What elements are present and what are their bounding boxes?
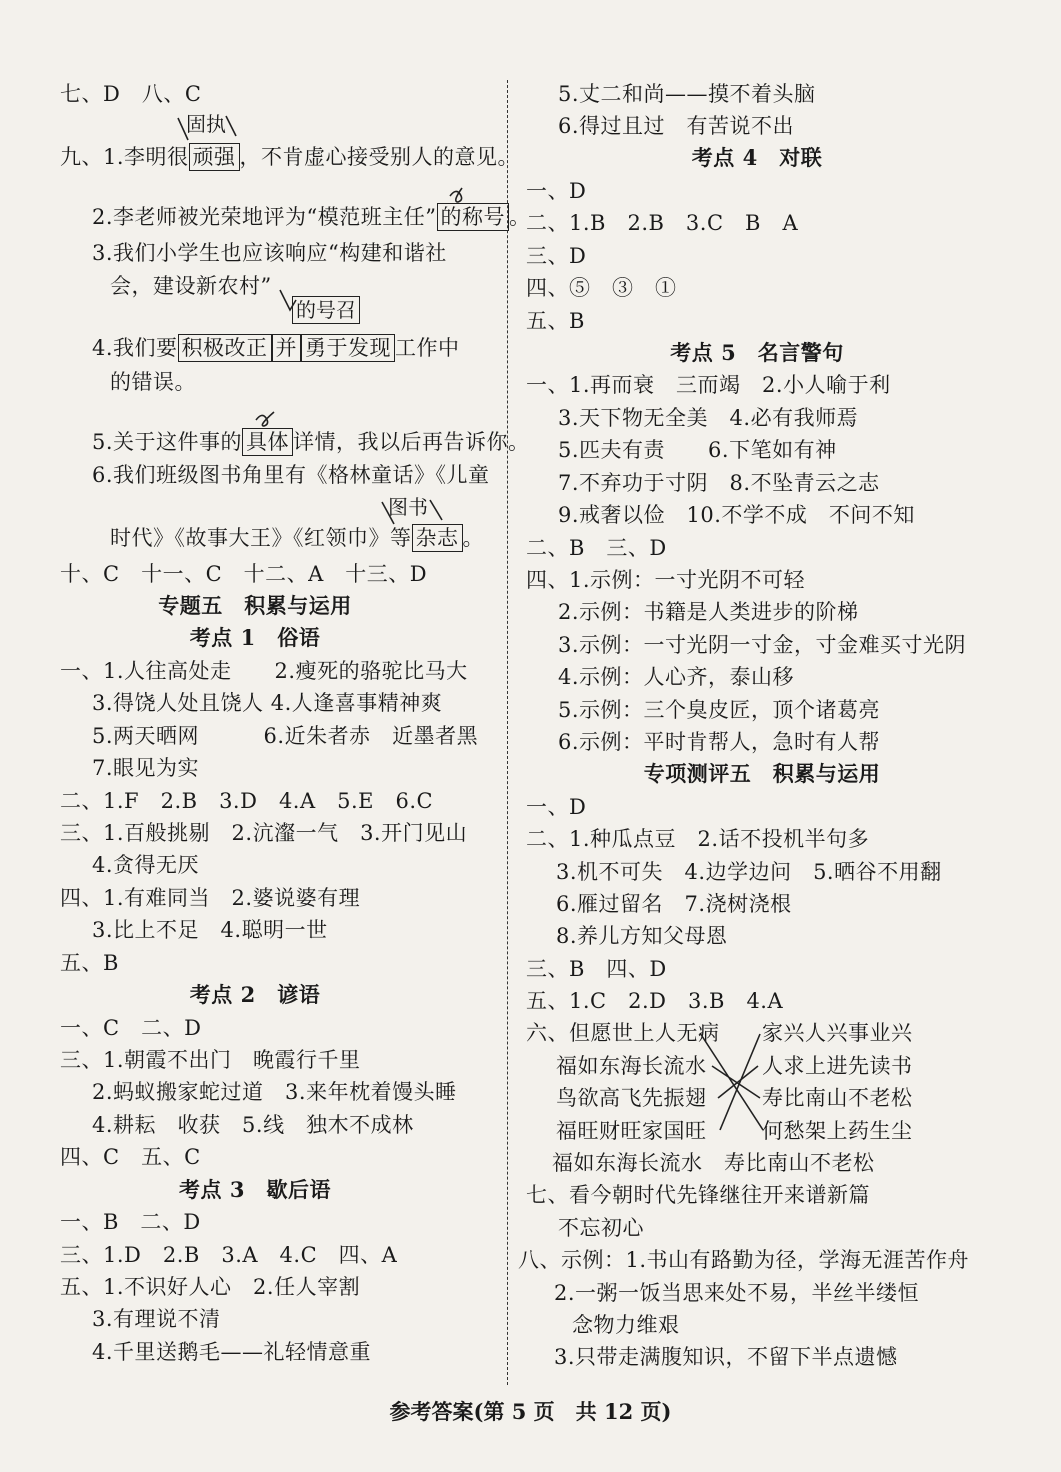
match-right-item: 寿比南山不老松 xyxy=(762,1086,913,1110)
answer-line xyxy=(110,524,484,552)
answer-line: 福如东海长流水 寿比南山不老松 xyxy=(552,1151,875,1175)
answer-text: 4.我们要 xyxy=(92,336,178,360)
answer-line xyxy=(92,334,460,362)
match-right-item: 人求上进先读书 xyxy=(762,1054,913,1078)
answer-line: 3.我们小学生也应该响应“构建和谐社 xyxy=(92,241,447,265)
answer-line: 一、1.人往高处走 2.瘦死的骆驼比马大 xyxy=(60,659,468,683)
answer-line: 一、D xyxy=(526,795,587,819)
answer-text: 5.关于这件事的 xyxy=(92,430,243,454)
answer-text: ，不肯虚心接受别人的意见。 xyxy=(239,145,520,169)
boxed-word: 积极改正 xyxy=(178,334,272,362)
answer-line: 四、C 五、C xyxy=(60,1145,201,1169)
answer-text: 工作中 xyxy=(395,336,460,360)
answer-line: 五、1.C 2.D 3.B 4.A xyxy=(526,989,784,1013)
answer-line: 7.不弃功于寸阴 8.不坠青云之志 xyxy=(558,471,880,495)
answer-text: 。 xyxy=(509,205,531,229)
answer-line: 3.天下物无全美 4.必有我师焉 xyxy=(558,406,859,430)
match-left-item: 福如东海长流水 xyxy=(556,1054,707,1078)
answer-line: 二、1.F 2.B 3.D 4.A 5.E 6.C xyxy=(60,789,434,813)
answer-line: 八、示例：1.书山有路勤为径，学海无涯苦作舟 xyxy=(518,1248,970,1272)
answer-line: 四、⑤ ③ ① xyxy=(526,276,677,300)
answer-line: 2.示例：书籍是人类进步的阶梯 xyxy=(558,600,859,624)
answer-line: 三、1.百般挑剔 2.沆瀣一气 3.开门见山 xyxy=(60,821,468,845)
section-heading: 考点 5 名言警句 xyxy=(670,340,844,365)
answer-line: 三、1.D 2.B 3.A 4.C 四、A xyxy=(60,1243,398,1267)
answer-line: 5.示例：三个臭皮匠，顶个诸葛亮 xyxy=(558,698,881,722)
match-right-item: 家兴人兴事业兴 xyxy=(762,1021,913,1045)
column-divider xyxy=(507,80,508,1385)
answer-line: 会，建设新农村” xyxy=(110,274,272,298)
insertion-box xyxy=(292,296,360,324)
answer-line: 8.养儿方知父母恩 xyxy=(556,924,728,948)
answer-line: 5.匹夫有责 6.下笔如有神 xyxy=(558,438,837,462)
answer-line: 3.得饶人处且饶人 4.人逢喜事精神爽 xyxy=(92,691,443,715)
answer-line: 4.示例：人心齐，泰山移 xyxy=(558,665,795,689)
answer-line: 3.示例：一寸光阴一寸金，寸金难买寸光阴 xyxy=(558,633,967,657)
answer-line: 五、B xyxy=(60,951,119,975)
correction-text: 图书 xyxy=(388,495,428,519)
answer-line: 三、1.朝霞不出门 晚霞行千里 xyxy=(60,1048,361,1072)
match-left-item: 鸟欲高飞先振翅 xyxy=(556,1086,707,1110)
answer-line: 7.眼见为实 xyxy=(92,756,200,780)
answer-line: 2.一粥一饭当思来处不易，半丝半缕恒 xyxy=(554,1281,920,1305)
answer-line: 十、C 十一、C 十二、A 十三、D xyxy=(60,562,428,586)
answer-line: 3.只带走满腹知识，不留下半点遗憾 xyxy=(554,1345,898,1369)
answer-line: 七、看今朝时代先锋继往开来谱新篇 xyxy=(526,1183,870,1207)
section-heading: 考点 3 歇后语 xyxy=(179,1177,331,1202)
answer-line xyxy=(92,428,530,456)
page-footer: 参考答案(第 5 页 共 12 页) xyxy=(389,1399,672,1424)
section-heading: 考点 2 谚语 xyxy=(189,982,321,1007)
answer-line: 三、D xyxy=(526,244,587,268)
answer-line: 6.我们班级图书角里有《格林童话》《儿童 xyxy=(92,463,490,487)
match-right-item: 何愁架上药生尘 xyxy=(762,1119,913,1143)
correction-text: 固执 xyxy=(186,112,226,136)
answer-line: 9.戒奢以俭 10.不学不成 不问不知 xyxy=(558,503,915,527)
answer-line: 4.贪得无厌 xyxy=(92,853,200,877)
match-left-item: 福旺财旺家国旺 xyxy=(556,1119,707,1143)
answer-line: 的错误。 xyxy=(110,370,196,394)
answer-line: 4.千里送鹅毛——礼轻情意重 xyxy=(92,1340,372,1364)
section-heading: 专题五 积累与运用 xyxy=(158,593,352,618)
answer-line: 6.雁过留名 7.浇树浇根 xyxy=(556,892,792,916)
answer-line: 二、B 三、D xyxy=(526,536,667,560)
answer-line: 四、1.有难同当 2.婆说婆有理 xyxy=(60,886,361,910)
answer-line: 四、1.示例：一寸光阴不可轻 xyxy=(526,568,806,592)
answer-line: 七、D 八、C xyxy=(60,82,202,106)
answer-text: 2.李老师被光荣地评为“模范班主任” xyxy=(92,205,437,229)
answer-line: 3.机不可失 4.边学边问 5.晒谷不用翻 xyxy=(556,860,942,884)
answer-line: 一、D xyxy=(526,179,587,203)
match-left-item: 六、但愿世上人无病 xyxy=(526,1021,720,1045)
answer-line: 2.蚂蚁搬家蛇过道 3.来年枕着馒头睡 xyxy=(92,1080,457,1104)
answer-line: 五、B xyxy=(526,309,585,333)
boxed-word: 杂志 xyxy=(412,524,463,552)
answer-line: 念物力维艰 xyxy=(572,1313,680,1337)
section-heading: 考点 1 俗语 xyxy=(189,625,321,650)
answer-line: 三、B 四、D xyxy=(526,957,667,981)
answer-line: 6.得过且过 有苦说不出 xyxy=(558,114,795,138)
answer-line: 不忘初心 xyxy=(558,1216,644,1240)
answer-text: 时代》《故事大王》《红领巾》等 xyxy=(110,526,412,550)
answer-line: 二、1.B 2.B 3.C B A xyxy=(526,211,799,235)
answer-text: 九、1.李明很 xyxy=(60,145,189,169)
answer-line: 4.耕耘 收获 5.线 独木不成林 xyxy=(92,1113,414,1137)
answer-line: 一、C 二、D xyxy=(60,1016,202,1040)
answer-line: 五、1.不识好人心 2.任人宰割 xyxy=(60,1275,361,1299)
boxed-word: 的称号 xyxy=(437,203,510,231)
correction-text: 的号召 xyxy=(292,296,360,324)
left-column xyxy=(0,0,531,1400)
answer-line: 3.有理说不清 xyxy=(92,1307,221,1331)
answer-line: 5.丈二和尚——摸不着头脑 xyxy=(558,82,816,106)
answer-line: 5.两天晒网 6.近朱者赤 近墨者黑 xyxy=(92,724,479,748)
answer-line xyxy=(92,203,531,231)
answer-line xyxy=(60,143,519,171)
answer-line: 一、B 二、D xyxy=(60,1210,201,1234)
boxed-word: 具体 xyxy=(242,428,293,456)
answer-line: 一、1.再而衰 三而竭 2.小人喻于利 xyxy=(526,373,891,397)
boxed-word: 顽强 xyxy=(189,143,240,171)
answer-text: 。 xyxy=(462,526,484,550)
right-column xyxy=(512,0,1061,1400)
boxed-word: 勇于发现 xyxy=(301,334,395,362)
section-heading: 专项测评五 积累与运用 xyxy=(643,761,881,786)
answer-line: 6.示例：平时肯帮人，急时有人帮 xyxy=(558,730,881,754)
answer-text: 详情，我以后再告诉你。 xyxy=(293,430,530,454)
answer-line: 3.比上不足 4.聪明一世 xyxy=(92,918,328,942)
boxed-word: 并 xyxy=(272,334,302,362)
section-heading: 考点 4 对联 xyxy=(691,145,823,170)
answer-line: 二、1.种瓜点豆 2.话不投机半句多 xyxy=(526,827,870,851)
